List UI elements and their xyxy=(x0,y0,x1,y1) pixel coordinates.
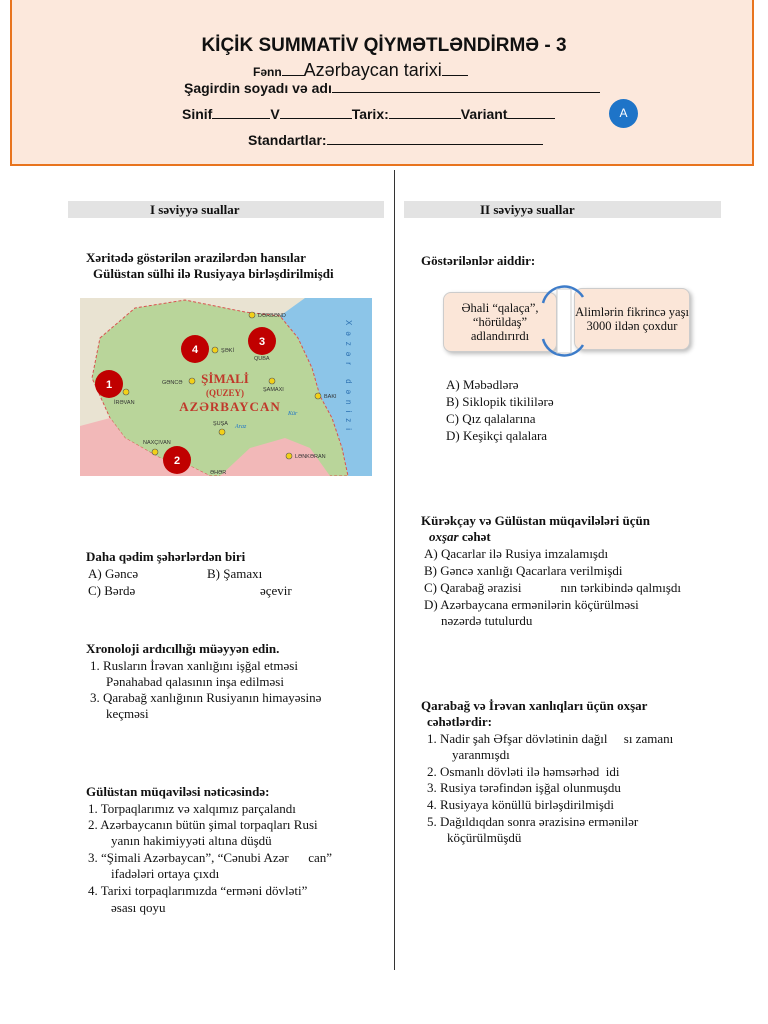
q3-item: 1. Rusların İrəvan xanlığını işğal etməsi xyxy=(90,658,298,673)
r-q2-rest: cəhət xyxy=(461,529,491,544)
info-box-left: Əhali “qalaça”, “hörüldaş” adlandırırdı xyxy=(443,292,557,352)
r-q2-option-d[interactable]: D) Azərbaycana ermənilərin köçürülməsi xyxy=(424,597,639,612)
subject-row xyxy=(253,60,468,81)
standards-label: Standartlar: xyxy=(248,132,327,148)
r-q3-item: 5. Dağıldıqdan sonra ərazisinə ermənilər xyxy=(427,814,639,829)
student-name-field[interactable] xyxy=(332,80,600,93)
date-label: Tarix: xyxy=(351,106,389,122)
city-label: BAKI xyxy=(324,394,337,400)
standards-field[interactable] xyxy=(327,132,543,145)
city-label: DƏRBƏND xyxy=(258,313,286,319)
city-label: NAXÇIVAN xyxy=(143,440,171,446)
city-dot xyxy=(249,312,255,318)
q4-item: 2. Azərbaycanın bütün şimal torpaqları Rusi xyxy=(88,817,318,832)
r-q3-item: 2. Osmanlı dövləti ilə həmsərhəd idi xyxy=(427,764,620,779)
v-field[interactable] xyxy=(280,106,352,119)
city-dot xyxy=(212,347,218,353)
region-label: AZƏRBAYCAN xyxy=(179,399,281,414)
subject-value: Azərbaycan tarixi xyxy=(303,60,442,80)
r-q1-option-a[interactable]: A) Məbədlərə xyxy=(446,377,519,392)
city-label: İRƏVAN xyxy=(114,400,135,406)
subject-underline xyxy=(442,63,468,76)
r-q2-option-c[interactable]: C) Qarabağ ərazisi nın tərkibində qalmışdı xyxy=(424,580,682,595)
q4-item: 3. “Şimali Azərbaycan”, “Cənubi Azər can” xyxy=(88,850,333,865)
city-dot xyxy=(189,378,195,384)
r-q3-item: 4. Rusiyaya könüllü birləşdirilmişdi xyxy=(427,797,615,812)
city-label: LƏNKƏRAN xyxy=(295,454,326,460)
q3-item: Pənahabad qalasının inşa edilməsi xyxy=(106,674,284,689)
q1-line1: Xəritədə göstərilən ərazilərdən hansılar xyxy=(86,250,306,265)
city-dot xyxy=(123,389,129,395)
r-q2-question-line2 xyxy=(429,529,491,545)
region-label: (QUZEY) xyxy=(206,388,244,398)
river-label: Kür xyxy=(288,411,298,417)
marker-label: 2 xyxy=(173,455,181,467)
page-title: KİÇİK SUMMATİV QİYMƏTLƏNDİRMƏ - 3 xyxy=(201,35,567,56)
variant-badge: A xyxy=(609,99,638,128)
date-field[interactable] xyxy=(389,106,461,119)
city-label: ŞAMAXI xyxy=(263,387,284,393)
q2-option-b[interactable]: B) Şamaxı xyxy=(207,566,263,581)
class-row xyxy=(182,106,555,122)
q1-line2: Gülüstan sülhi ilə Rusiyaya birləşdirilmişdi xyxy=(93,266,334,281)
q3-item: keçməsi xyxy=(106,706,149,721)
q2-question: Daha qədim şəhərlərdən biri xyxy=(86,549,246,564)
r-q3-question: Qarabağ və İrəvan xanlıqları üçün oxşar xyxy=(421,698,648,713)
section-title-level-2: II səviyyə suallar xyxy=(404,201,721,218)
city-dot xyxy=(269,378,275,384)
class-label: Sinif xyxy=(182,106,213,122)
variant-label: Variant xyxy=(460,106,508,122)
city-label: GƏNCƏ xyxy=(162,380,183,386)
river-label: Araz xyxy=(235,424,247,430)
subject-underline xyxy=(282,63,304,76)
q4-item: ifadələri ortaya çıxdı xyxy=(111,866,220,881)
q2-option-d[interactable]: əçevir xyxy=(260,583,292,598)
r-q3-item: 1. Nadir şah Əfşar dövlətinin dağıl sı zamanı xyxy=(427,731,674,746)
section-title-level-1: I səviyyə suallar xyxy=(68,201,384,218)
city-label: QUBA xyxy=(254,356,270,362)
student-label: Şagirdin soyadı və adı xyxy=(184,80,332,96)
subject-label: Fənn xyxy=(253,65,282,79)
info-box-right: Alimlərin fikrincə yaşı 3000 ildən çoxdur xyxy=(574,288,690,350)
r-q2-italic: oxşar xyxy=(429,529,459,544)
city-dot xyxy=(315,393,321,399)
city-label: ƏHƏR xyxy=(210,470,227,476)
q2-option-a[interactable]: A) Gəncə xyxy=(88,566,139,581)
q4-item: 1. Torpaqlarımız və xalqımız parçalandı xyxy=(88,801,296,816)
r-q1-option-b[interactable]: B) Siklopik tikililərə xyxy=(446,394,554,409)
marker-label: 3 xyxy=(258,336,266,348)
variant-field[interactable] xyxy=(507,106,555,119)
r-q2-question: Kürəkçay və Gülüstan müqavilələri üçün xyxy=(421,513,650,528)
sea-label: Xəzər dənizi xyxy=(344,320,353,437)
r-q3-item: yaranmışdı xyxy=(452,747,510,762)
q3-question: Xronoloji ardıcıllığı müəyyən edin. xyxy=(86,641,280,656)
r-q3-item: köçürülmüşdü xyxy=(447,830,522,845)
v-label: V xyxy=(270,106,280,122)
city-dot xyxy=(152,449,158,455)
region-label: ŞİMALİ xyxy=(201,371,249,386)
city-dot xyxy=(286,453,292,459)
connector-arrows-icon xyxy=(535,281,595,361)
marker-label: 4 xyxy=(191,344,199,356)
city-dot xyxy=(219,429,225,435)
r-q2-option-a[interactable]: A) Qacarlar ilə Rusiya imzalamışdı xyxy=(424,546,609,561)
q3-item: 3. Qarabağ xanlığının Rusiyanın himayəsinə xyxy=(90,690,322,705)
r-q2-option-d-cont: nəzərdə tutulurdu xyxy=(441,613,533,628)
city-label: ŞƏKİ xyxy=(221,348,235,354)
r-q3-item: 3. Rusiya tərəfindən işğal olunmuşdu xyxy=(427,780,621,795)
class-field[interactable] xyxy=(212,106,270,119)
column-divider xyxy=(394,170,395,970)
student-name-row[interactable] xyxy=(184,80,600,96)
q4-item: yanın hakimiyyəti altına düşdü xyxy=(111,833,272,848)
q4-question: Gülüstan müqaviləsi nəticəsində: xyxy=(86,784,270,799)
r-q1-question: Göstərilənlər aiddir: xyxy=(421,253,536,268)
r-q1-option-c[interactable]: C) Qız qalalarına xyxy=(446,411,536,426)
q4-item: əsası qoyu xyxy=(111,900,166,915)
marker-label: 1 xyxy=(105,379,113,391)
q2-option-c[interactable]: C) Bərdə xyxy=(88,583,136,598)
city-label: ŞUŞA xyxy=(213,421,228,427)
standards-row xyxy=(248,132,543,148)
r-q1-option-d[interactable]: D) Keşikçi qalalara xyxy=(446,428,548,443)
q4-item: 4. Tarixi torpaqlarımızda “erməni dövləti” xyxy=(88,883,308,898)
r-q2-option-b[interactable]: B) Gəncə xanlığı Qacarlara verilmişdi xyxy=(424,563,623,578)
map-northern-azerbaijan xyxy=(80,298,372,476)
r-q3-question-line2: cəhətlərdir: xyxy=(427,714,492,729)
